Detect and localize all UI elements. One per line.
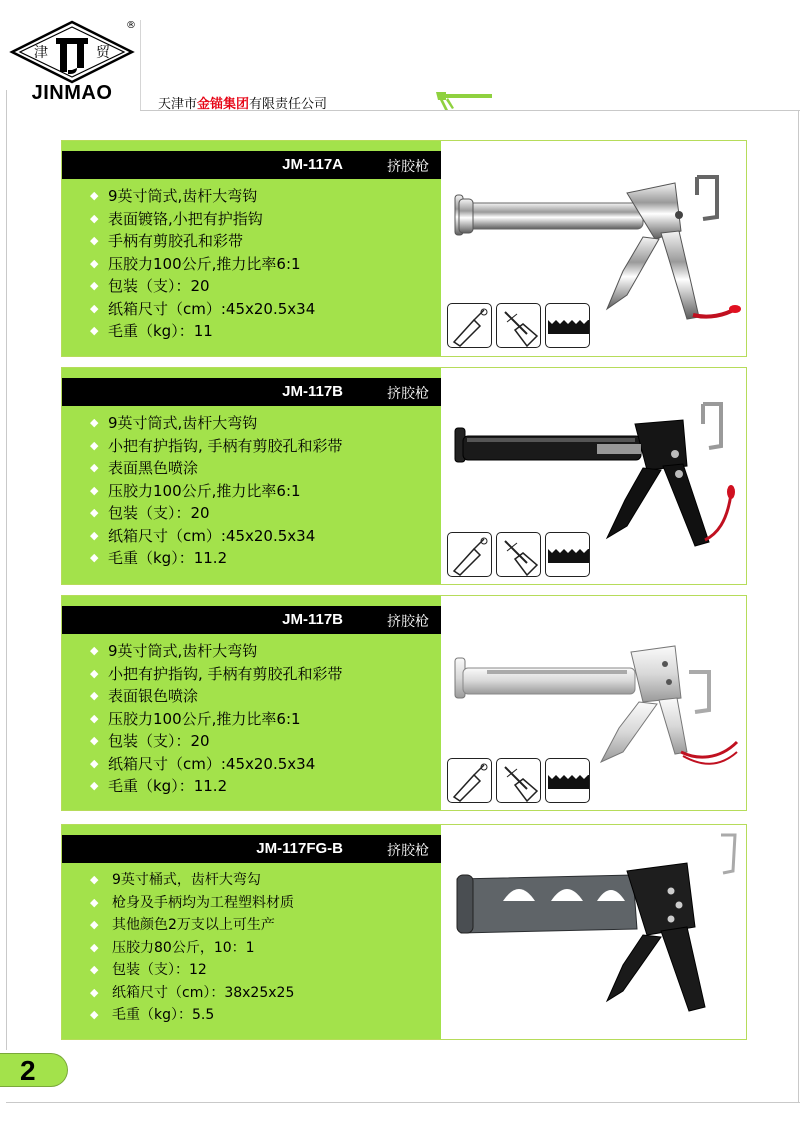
feature-icon-row [447,758,590,803]
bullet-icon: ◆ [90,711,99,725]
ratchet-rod-icon [545,758,590,803]
bullet-icon: ◆ [90,963,99,976]
feature-item: ◆ 纸箱尺寸（cm）：38x25x25 [90,982,294,1005]
feature-item: ◆ 9英寸筒式,齿杆大弯钩 [90,185,315,208]
feature-item: ◆ 9英寸桶式，齿杆大弯勾 [90,869,294,892]
nozzle-cut-icon [447,303,492,348]
feature-item: ◆ 毛重（kg）：11 [90,320,315,343]
bullet-icon: ◆ [90,985,99,999]
company-prefix: 天津市 [158,97,198,112]
feature-item: ◆ 纸箱尺寸（cm）:45x20.5x34 [90,298,315,321]
feature-item: ◆ 压胶力100公斤,推力比率6:1 [90,480,343,503]
logo-wordmark: JINMAO [31,82,113,104]
bullet-icon: ◆ [90,483,99,497]
company-name [158,93,327,112]
company-suffix: 有限责任公司 [249,97,328,112]
product-header [62,151,441,179]
header-vertical-divider [140,20,141,110]
header-caulking-gun-icon [432,86,494,112]
bullet-icon: ◆ [90,895,99,909]
feature-item: ◆ 纸箱尺寸（cm）:45x20.5x34 [90,525,343,548]
bullet-icon: ◆ [90,940,99,954]
bullet-icon: ◆ [90,918,99,931]
product-type: 挤胶枪 [387,614,429,630]
bullet-icon: ◆ [90,506,99,519]
feature-item: ◆ 包装（支）：20 [90,730,343,753]
page-frame-right [798,110,799,1102]
bullet-icon: ◆ [90,873,99,886]
product-model: JM-117A [282,156,343,173]
bullet-icon: ◆ [90,528,99,542]
feature-item: ◆ 表面镀铬,小把有护指钩 [90,208,315,231]
bullet-icon: ◆ [90,1008,99,1021]
logo-char-left: 津 [34,45,48,61]
brand-logo [8,18,136,108]
logo-char-right: 贸 [96,45,110,61]
bullet-icon: ◆ [90,301,99,315]
feature-item: ◆ 小把有护指钩, 手柄有剪胶孔和彩带 [90,435,343,458]
product-model: JM-117FG-B [256,840,343,857]
feature-icon-row [447,532,590,577]
feature-item: ◆ 包装（支）：20 [90,275,315,298]
product-model: JM-117B [282,383,343,400]
page-frame-left [6,90,7,1050]
bullet-icon: ◆ [90,189,99,202]
bullet-icon: ◆ [90,666,99,680]
product-type: 挤胶枪 [387,386,429,402]
page-number: 2 [20,1055,36,1086]
feature-item: ◆ 枪身及手柄均为工程塑料材质 [90,892,294,915]
company-highlight: 金锚集团 [197,97,250,112]
feature-list [90,412,343,570]
feature-item: ◆ 9英寸筒式,齿杆大弯钩 [90,640,343,663]
nozzle-cut-icon [447,532,492,577]
feature-item: ◆ 毛重（kg）：11.2 [90,547,343,570]
bullet-icon: ◆ [90,689,99,702]
product-card-jm-117b-black [61,367,747,585]
feature-item: ◆ 表面银色喷涂 [90,685,343,708]
product-type: 挤胶枪 [387,843,429,859]
logo-diamond-icon [8,18,136,84]
product-header [62,606,441,634]
ratchet-rod-icon [545,303,590,348]
feature-item: ◆ 包装（支）：12 [90,959,294,982]
bullet-icon: ◆ [90,551,99,564]
feature-item: ◆ 毛重（kg）：11.2 [90,775,343,798]
feature-item: ◆ 纸箱尺寸（cm）:45x20.5x34 [90,753,343,776]
caulking-gun-plastic-image [447,831,743,1021]
product-type: 挤胶枪 [387,159,429,175]
bullet-icon: ◆ [90,461,99,474]
bullet-icon: ◆ [90,279,99,292]
bullet-icon: ◆ [90,211,99,225]
feature-item: ◆ 压胶力80公斤，10：1 [90,937,294,960]
product-card-jm-117b-silver [61,595,747,811]
bullet-icon: ◆ [90,756,99,770]
feature-item: ◆ 压胶力100公斤,推力比率6:1 [90,253,315,276]
bullet-icon: ◆ [90,779,99,792]
product-header [62,378,441,406]
feature-item: ◆ 毛重（kg）：5.5 [90,1004,294,1027]
product-card-jm-117a [61,140,747,357]
feature-item: ◆ 表面黑色喷涂 [90,457,343,480]
feature-icon-row [447,303,590,348]
bullet-icon: ◆ [90,324,99,337]
seal-puncture-icon [496,532,541,577]
ratchet-rod-icon [545,532,590,577]
feature-list [90,869,294,1027]
bullet-icon: ◆ [90,644,99,657]
registered-mark: ® [126,20,136,31]
product-card-jm-117fg-b [61,824,747,1040]
bullet-icon: ◆ [90,734,99,747]
bullet-icon: ◆ [90,234,99,247]
feature-list [90,640,343,798]
feature-item: ◆ 手柄有剪胶孔和彩带 [90,230,315,253]
feature-item: ◆ 9英寸筒式,齿杆大弯钩 [90,412,343,435]
bullet-icon: ◆ [90,256,99,270]
product-header [62,835,441,863]
feature-item: ◆ 小把有护指钩, 手柄有剪胶孔和彩带 [90,663,343,686]
product-model: JM-117B [282,611,343,628]
seal-puncture-icon [496,303,541,348]
page-frame-bottom [6,1102,800,1103]
seal-puncture-icon [496,758,541,803]
page-number-tab [0,1053,68,1087]
feature-item: ◆ 其他颜色2万支以上可生产 [90,914,294,937]
feature-list [90,185,315,343]
nozzle-cut-icon [447,758,492,803]
bullet-icon: ◆ [90,438,99,452]
feature-item: ◆ 压胶力100公斤,推力比率6:1 [90,708,343,731]
bullet-icon: ◆ [90,416,99,429]
feature-item: ◆ 包装（支）：20 [90,502,343,525]
